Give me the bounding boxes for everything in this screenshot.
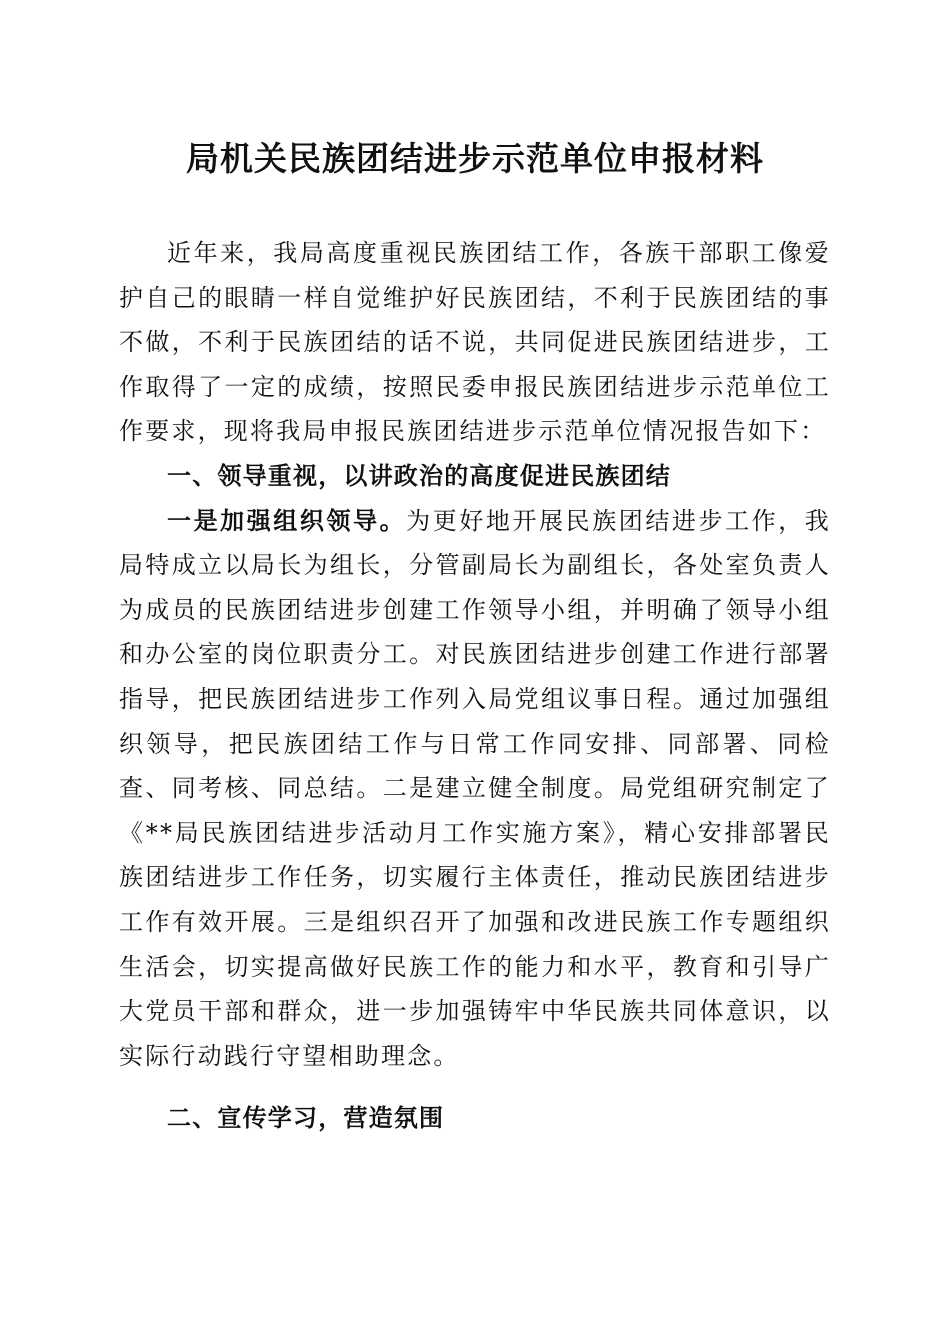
intro-paragraph: 近年来，我局高度重视民族团结工作，各族干部职工像爱护自己的眼睛一样自觉维护好民族团结，不利于民族团结的事不做，不利于民族团结的话不说，共同促进民族团结进步，工作取得了一定的成绩，按照民委申报民族团结进步示范单位工作要求，现将我局申报民族团结进步示范单位情况报告如下： — [119, 239, 831, 446]
section-heading-1: 一、领导重视，以讲政治的高度促进民族团结 — [167, 461, 671, 490]
document-title: 局机关民族团结进步示范单位申报材料 — [186, 139, 764, 178]
section-1-body: 为更好地开展民族团结进步工作，我局特成立以局长为组长，分管副局长为副组长，各处室负责人为成员的民族团结进步创建工作领导小组，并明确了领导小组和办公室的岗位职责分工。对民族团结进步创建工作进行部署指导，把民族团结进步工作列入局党组议事日程。通过加强组织领导，把民族团结工作与日常工作同安排、同部署、同检查、同考核、同总结。二是建立健全制度。局党组研究制定了《**局民族团结进步活动月工作实施方案》，精心安排部署民族团结进步工作任务，切实履行主体责任，推动民族团结进步工作有效开展。三是组织召开了加强和改进民族工作专题组织生活会，切实提高做好民族工作的能力和水平，教育和引导广大党员干部和群众，进一步加强铸牢中华民族共同体意识，以实际行动践行守望相助理念。 — [119, 506, 831, 1070]
section-heading-2: 二、宣传学习，营造氛围 — [167, 1104, 445, 1133]
section-1-paragraph — [119, 499, 831, 1079]
section-1-lead: 一是加强组织领导。 — [167, 505, 407, 535]
document-body — [119, 231, 831, 1141]
